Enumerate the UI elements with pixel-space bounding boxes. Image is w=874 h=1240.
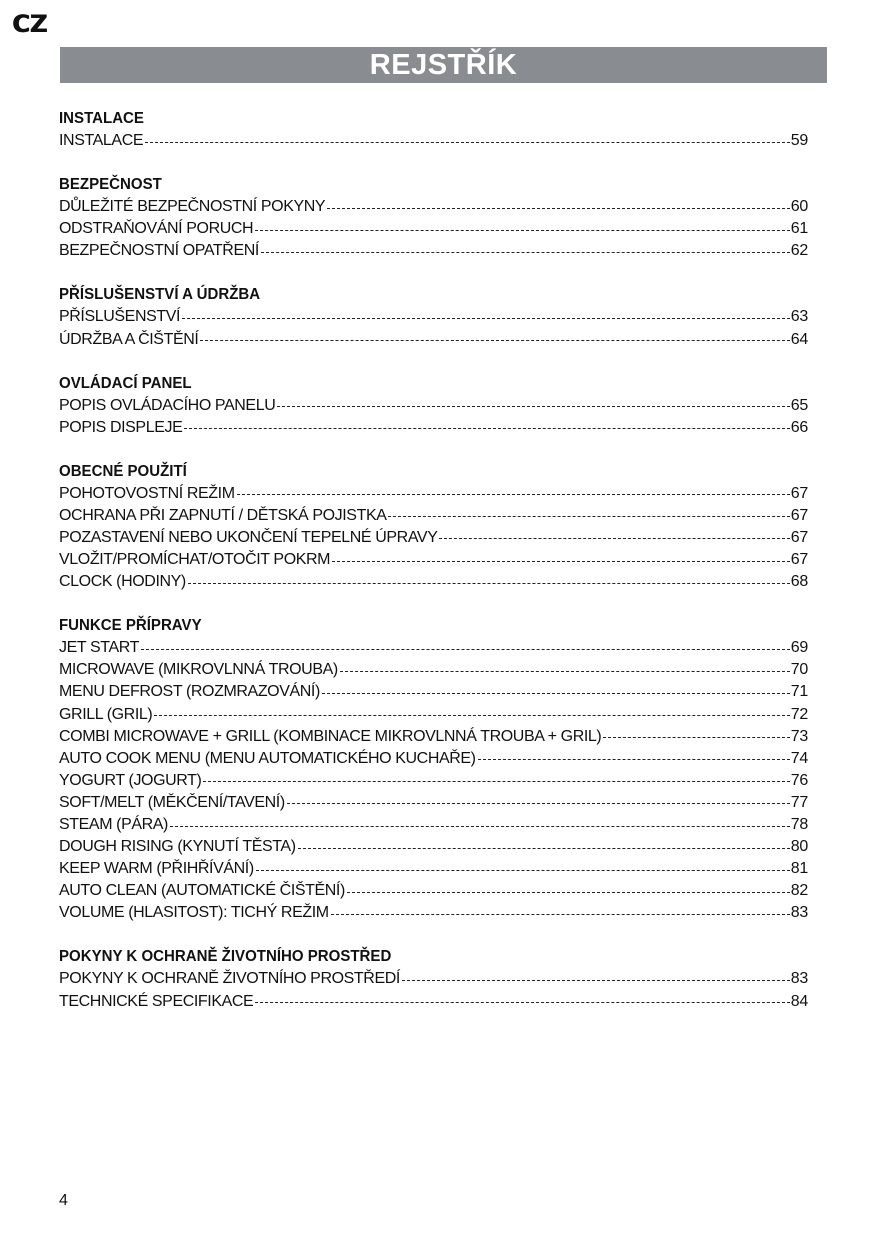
toc-entry[interactable]: [59, 814, 808, 836]
toc-entry-page: 60: [790, 198, 808, 216]
toc-entry-page: 64: [790, 330, 808, 348]
toc-entry-label: KEEP WARM (PŘIHŘÍVÁNÍ): [59, 860, 254, 878]
dotted-leader: [439, 538, 789, 539]
toc-entry[interactable]: [59, 196, 808, 218]
toc-entry-label: CLOCK (HODINY): [59, 573, 186, 591]
toc-entry[interactable]: [59, 880, 808, 902]
dotted-leader: [200, 340, 789, 341]
toc-entry-label: COMBI MICROWAVE + GRILL (KOMBINACE MIKROVLNNÁ TROUBA + GRIL): [59, 727, 602, 745]
dotted-leader: [340, 671, 790, 672]
toc-entry[interactable]: [59, 726, 808, 748]
toc-entry[interactable]: [59, 306, 808, 328]
toc-entry-page: 68: [790, 573, 808, 591]
toc-entry[interactable]: [59, 836, 808, 858]
section-heading: PŘÍSLUŠENSTVÍ A ÚDRŽBA: [59, 286, 261, 304]
section-heading: OVLÁDACÍ PANEL: [59, 374, 192, 392]
toc-entry[interactable]: [59, 902, 808, 924]
toc-entry[interactable]: [59, 681, 808, 703]
toc-entry[interactable]: [59, 659, 808, 681]
toc-section: [59, 615, 808, 924]
toc-entry-page: 59: [790, 132, 808, 150]
page-number: 4: [59, 1192, 68, 1209]
toc-entry-label: TECHNICKÉ SPECIFIKACE: [59, 992, 254, 1010]
toc-section: [59, 284, 808, 350]
toc-entry[interactable]: [59, 792, 808, 814]
toc-entry-label: BEZPEČNOSTNÍ OPATŘENÍ: [59, 242, 259, 260]
toc-entry-page: 61: [790, 220, 808, 238]
toc-entry[interactable]: [59, 748, 808, 770]
toc-entry[interactable]: [59, 483, 808, 505]
toc-entry[interactable]: [59, 637, 808, 659]
dotted-leader: [182, 318, 790, 319]
toc-entry[interactable]: [59, 417, 808, 439]
toc-entry-label: JET START: [59, 639, 139, 657]
toc-entry[interactable]: [59, 527, 808, 549]
toc-entry-label: GRILL (GRIL): [59, 705, 153, 723]
toc-entry-page: 62: [790, 242, 808, 260]
toc-entry-page: 77: [790, 793, 808, 811]
toc-entry-page: 73: [790, 727, 808, 745]
toc-entry-page: 84: [790, 992, 808, 1010]
dotted-leader: [603, 737, 789, 738]
toc-section: [59, 174, 808, 262]
toc-entry-page: 74: [790, 749, 808, 767]
toc-entry-label: VOLUME (HLASITOST): TICHÝ REŽIM: [59, 904, 329, 922]
toc-entry-label: POZASTAVENÍ NEBO UKONČENÍ TEPELNÉ ÚPRAVY: [59, 528, 438, 546]
toc-entry-page: 69: [790, 639, 808, 657]
section-heading: OBECNÉ POUŽITÍ: [59, 462, 187, 480]
toc-entry-label: ODSTRAŇOVÁNÍ PORUCH: [59, 220, 254, 238]
dotted-leader: [478, 759, 790, 760]
toc-entry[interactable]: [59, 968, 808, 990]
toc-entry[interactable]: [59, 549, 808, 571]
table-of-contents: [59, 108, 808, 1035]
dotted-leader: [261, 252, 790, 253]
dotted-leader: [256, 870, 790, 871]
toc-entry-page: 76: [790, 771, 808, 789]
dotted-leader: [332, 561, 790, 562]
dotted-leader: [298, 848, 790, 849]
toc-entry-page: 71: [790, 683, 808, 701]
toc-entry[interactable]: [59, 328, 808, 350]
toc-entry-label: AUTO CLEAN (AUTOMATICKÉ ČIŠTĚNÍ): [59, 882, 345, 900]
dotted-leader: [188, 583, 790, 584]
toc-entry-label: VLOŽIT/PROMÍCHAT/OTOČIT POKRM: [59, 551, 331, 569]
toc-entry[interactable]: [59, 130, 808, 152]
toc-entry-page: 67: [790, 484, 808, 502]
toc-entry-page: 67: [790, 506, 808, 524]
toc-entry[interactable]: [59, 858, 808, 880]
toc-entry[interactable]: [59, 704, 808, 726]
dotted-leader: [277, 406, 789, 407]
dotted-leader: [388, 516, 789, 517]
toc-entry-page: 70: [790, 661, 808, 679]
dotted-leader: [287, 803, 790, 804]
toc-entry-page: 65: [790, 396, 808, 414]
toc-section: [59, 108, 808, 152]
toc-entry[interactable]: [59, 770, 808, 792]
language-code: CZ: [12, 10, 48, 38]
dotted-leader: [322, 693, 790, 694]
toc-entry-label: ÚDRŽBA A ČIŠTĚNÍ: [59, 330, 199, 348]
toc-section: [59, 946, 808, 1012]
dotted-leader: [347, 892, 790, 893]
section-heading: POKYNY K OCHRANĚ ŽIVOTNÍHO PROSTŘED: [59, 948, 392, 966]
toc-entry-label: DOUGH RISING (KYNUTÍ TĚSTA): [59, 838, 296, 856]
toc-entry-label: POPIS OVLÁDACÍHO PANELU: [59, 396, 276, 414]
toc-entry[interactable]: [59, 991, 808, 1013]
toc-entry-label: YOGURT (JOGURT): [59, 771, 202, 789]
page-title-banner: [60, 47, 827, 83]
dotted-leader: [145, 142, 790, 143]
toc-entry-page: 67: [790, 551, 808, 569]
toc-entry-page: 66: [790, 418, 808, 436]
toc-entry-label: STEAM (PÁRA): [59, 816, 168, 834]
section-heading: BEZPEČNOST: [59, 176, 162, 194]
toc-entry-label: POHOTOVOSTNÍ REŽIM: [59, 484, 235, 502]
toc-entry-page: 81: [790, 860, 808, 878]
dotted-leader: [255, 1002, 789, 1003]
section-heading: INSTALACE: [59, 110, 144, 127]
toc-entry-label: POPIS DISPLEJE: [59, 418, 183, 436]
toc-section: [59, 461, 808, 593]
toc-entry-label: AUTO COOK MENU (MENU AUTOMATICKÉHO KUCHAŘE): [59, 749, 476, 767]
toc-entry-label: MENU DEFROST (ROZMRAZOVÁNÍ): [59, 683, 320, 701]
toc-entry-page: 72: [790, 705, 808, 723]
dotted-leader: [331, 914, 790, 915]
dotted-leader: [184, 428, 789, 429]
toc-entry-label: DŮLEŽITÉ BEZPEČNOSTNÍ POKYNY: [59, 198, 326, 216]
dotted-leader: [237, 494, 790, 495]
toc-section: [59, 373, 808, 439]
toc-entry-label: POKYNY K OCHRANĚ ŽIVOTNÍHO PROSTŘEDÍ: [59, 970, 400, 988]
toc-entry-page: 78: [790, 816, 808, 834]
toc-entry-page: 83: [790, 904, 808, 922]
toc-entry[interactable]: [59, 240, 808, 262]
toc-entry-page: 63: [790, 308, 808, 326]
section-heading: FUNKCE PŘÍPRAVY: [59, 617, 202, 635]
toc-entry-page: 82: [790, 882, 808, 900]
dotted-leader: [255, 230, 790, 231]
dotted-leader: [327, 208, 790, 209]
page-title: REJSTŘÍK: [369, 48, 518, 81]
dotted-leader: [141, 649, 790, 650]
toc-entry-label: SOFT/MELT (MĚKČENÍ/TAVENÍ): [59, 793, 285, 811]
toc-entry-label: PŘÍSLUŠENSTVÍ: [59, 308, 181, 326]
toc-entry-label: OCHRANA PŘI ZAPNUTÍ / DĚTSKÁ POJISTKA: [59, 506, 387, 524]
toc-entry[interactable]: [59, 505, 808, 527]
dotted-leader: [154, 715, 790, 716]
toc-entry[interactable]: [59, 218, 808, 240]
toc-entry-label: MICROWAVE (MIKROVLNNÁ TROUBA): [59, 661, 338, 679]
dotted-leader: [402, 980, 790, 981]
dotted-leader: [203, 781, 789, 782]
toc-entry[interactable]: [59, 571, 808, 593]
toc-entry-page: 67: [790, 528, 808, 546]
dotted-leader: [170, 826, 790, 827]
toc-entry-page: 80: [790, 838, 808, 856]
toc-entry-page: 83: [790, 970, 808, 988]
toc-entry[interactable]: [59, 395, 808, 417]
toc-entry-label: INSTALACE: [59, 132, 144, 150]
